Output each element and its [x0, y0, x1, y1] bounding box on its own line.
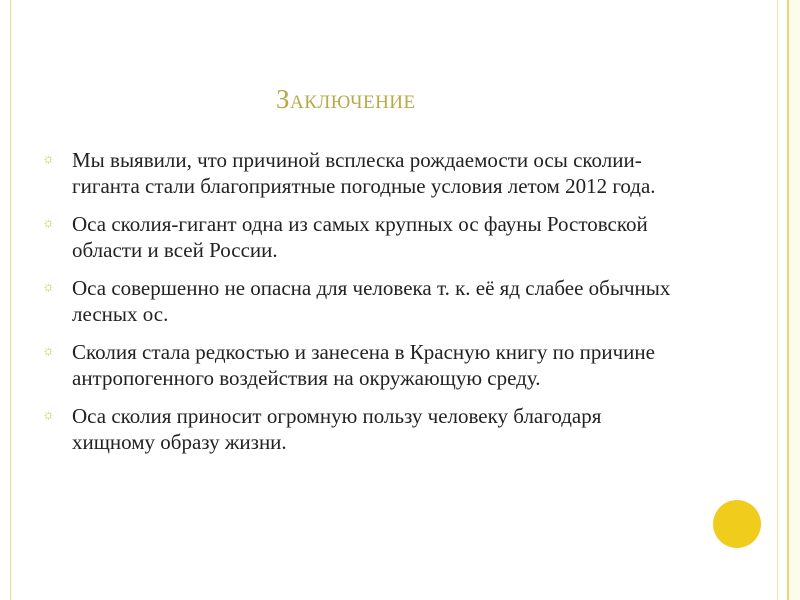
sun-bullet-icon: ☼ [42, 408, 55, 423]
sun-bullet-icon: ☼ [42, 344, 55, 359]
bullet-item [42, 147, 682, 199]
frame-strip-right [789, 0, 800, 600]
bullet-item [42, 211, 682, 263]
frame-line-left [10, 0, 11, 600]
bullet-item [42, 339, 682, 391]
bullet-text: Сколия стала редкостью и занесена в Красную книгу по причине антропогенного воздействия на окружающую среду. [72, 340, 655, 390]
bullet-text: Оса сколия приносит огромную пользу человеку благодаря хищному образу жизни. [72, 404, 602, 454]
frame-line-right-inner [777, 0, 778, 600]
sun-bullet-icon: ☼ [42, 216, 55, 231]
bullet-text: Оса сколия-гигант одна из самых крупных ос фауны Ростовской области и всей России. [72, 212, 648, 262]
sun-bullet-icon: ☼ [42, 280, 55, 295]
decorative-circle [713, 500, 761, 548]
sun-bullet-icon: ☼ [42, 152, 55, 167]
bullet-item [42, 403, 682, 455]
slide-title: Заключение [276, 84, 416, 114]
bullet-text: Оса совершенно не опасна для человека т. к. её яд слабее обычных лесных ос. [72, 276, 671, 326]
bullet-text: Мы выявили, что причиной всплеска рождаемости осы сколии-гиганта стали благоприятные погодные условия летом 2012 года. [72, 148, 656, 198]
bullet-list [42, 147, 682, 467]
bullet-item [42, 275, 682, 327]
